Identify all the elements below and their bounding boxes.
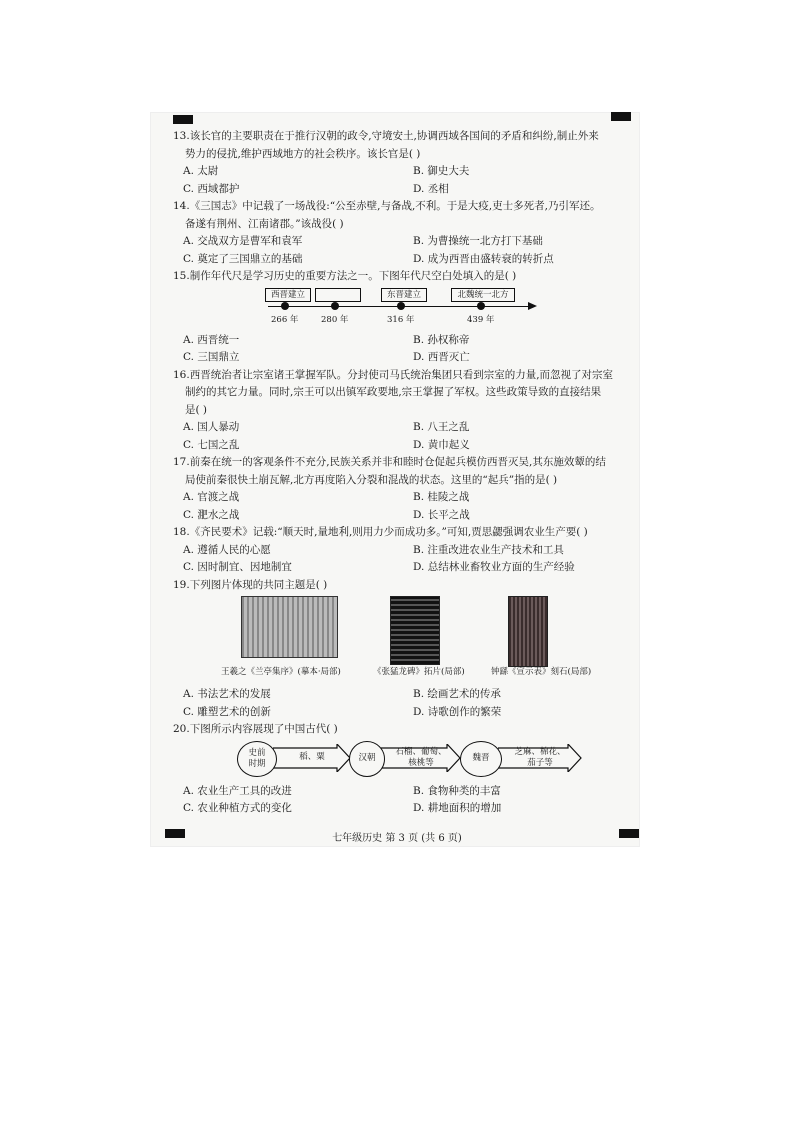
flow-node-weijin: 魏晋: [460, 741, 502, 777]
timeline-dot: [477, 302, 485, 310]
question-stem-cont: 是( ): [185, 403, 208, 416]
option-b: B. 为曹操统一北方打下基础: [413, 235, 543, 247]
question-16: [173, 367, 633, 455]
question-stem: 17.前秦在统一的客观条件不充分,民族关系并非和睦时仓促起兵模仿西晋灭吴,其东施效颦的结: [173, 456, 606, 468]
option-b: B. 注重改进农业生产技术和工具: [413, 543, 564, 556]
question-stem-cont: 势力的侵扰,维护西域地方的社会秩序。该长官是( ): [185, 147, 421, 160]
question-stem: 16.西晋统治者让宗室诸王掌握军队。分封使司马氏统治集团只看到宗室的力量,而忽视了对宗室: [173, 368, 614, 381]
option-c: C. 西域都护: [183, 182, 240, 195]
option-b: B. 孙权称帝: [413, 333, 470, 346]
options: [173, 163, 633, 198]
option-d: D. 诗歌创作的繁荣: [413, 705, 502, 718]
registration-mark-top-right: [611, 112, 631, 121]
question-14: [173, 198, 633, 268]
image-caption: 《张猛龙碑》拓片(局部): [373, 667, 465, 677]
options: [173, 489, 633, 524]
flow-label: 芝麻、棉花、 茄子等: [514, 746, 566, 768]
page-footer: 七年级历史 第 3 页 (共 6 页): [332, 833, 462, 844]
option-a: A. 官渡之战: [183, 491, 240, 503]
question-stem-cont: 制约的其它力量。同时,宗王可以出镇军政要地,宗王掌握了军权。这些政策导致的直接结果: [185, 386, 602, 398]
question-15: [173, 268, 633, 367]
option-c: C. 三国鼎立: [183, 351, 240, 363]
flow-label: 石榴、葡萄、 核桃等: [395, 746, 447, 768]
flow-label: 稻、粟: [299, 752, 325, 762]
option-d: D. 长平之战: [413, 508, 470, 521]
option-d: D. 耕地面积的增加: [413, 802, 502, 814]
question-stem: 15.制作年代尺是学习历史的重要方法之一。下图年代尺空白处填入的是( ): [173, 270, 517, 282]
calligraphy-images: [173, 594, 633, 686]
option-d: D. 西晋灭亡: [413, 351, 470, 363]
options: [173, 332, 633, 367]
question-13: [173, 128, 633, 198]
timeline-blank-box: [315, 288, 361, 302]
option-d: D. 成为西晋由盛转衰的转折点: [413, 252, 554, 265]
option-a: A. 遵循人民的心愿: [183, 543, 271, 556]
question-19: [173, 577, 633, 722]
timeline-year: 266 年: [271, 314, 299, 325]
xuanshibiao-stone-image: [508, 596, 548, 667]
zhangmenglong-rubbing-image: [390, 596, 440, 665]
option-a: A. 西晋统一: [183, 333, 240, 346]
question-stem-cont: 局使前秦很快土崩瓦解,北方再度陷入分裂和混战的状态。这里的“起兵”指的是( ): [185, 473, 558, 486]
question-18: [173, 524, 633, 577]
question-stem: 14.《三国志》中记载了一场战役:“公至赤壁,与备战,不利。于是大疫,吏士多死者,乃引军还。: [173, 200, 601, 212]
flow-node-prehistoric: 史前 时期: [237, 741, 277, 777]
timeline-year: 439 年: [467, 314, 495, 325]
timeline-label-1: 西晋建立: [265, 288, 311, 302]
option-a: A. 太尉: [183, 165, 219, 177]
option-c: C. 七国之乱: [183, 438, 240, 451]
registration-mark-top-left: [173, 115, 193, 124]
options: [173, 783, 633, 818]
question-content: [173, 128, 633, 818]
flow-arrow-1: [273, 744, 351, 772]
option-d: D. 丞相: [413, 182, 449, 195]
option-a: A. 交战双方是曹军和袁军: [183, 235, 303, 247]
timeline-year: 280 年: [321, 314, 349, 325]
option-b: B. 食物种类的丰富: [413, 784, 501, 797]
flow-node-han: 汉朝: [349, 741, 385, 777]
option-a: A. 国人暴动: [183, 421, 240, 433]
options: [173, 542, 633, 577]
option-b: B. 八王之乱: [413, 421, 470, 433]
option-d: D. 黄巾起义: [413, 438, 470, 451]
timeline-dot: [397, 302, 405, 310]
timeline-dot: [331, 302, 339, 310]
question-20: [173, 721, 633, 818]
options: [173, 419, 633, 454]
question-stem: 13.该长官的主要职责在于推行汉朝的政令,守境安土,协调西域各国间的矛盾和纠纷,制止外来: [173, 130, 599, 142]
option-b: B. 桂陵之战: [413, 491, 470, 503]
question-stem: 18.《齐民要术》记载:“顺天时,量地利,则用力少而成功多。”可知,贾思勰强调农业生产要( ): [173, 526, 588, 538]
timeline-label-4: 北魏统一北方: [451, 288, 515, 302]
question-17: [173, 454, 633, 524]
option-a: A. 书法艺术的发展: [183, 688, 271, 700]
option-c: C. 雕塑艺术的创新: [183, 705, 271, 718]
option-c: C. 农业种植方式的变化: [183, 802, 292, 814]
options: [173, 233, 633, 268]
timeline: [173, 288, 633, 330]
option-a: A. 农业生产工具的改进: [183, 784, 292, 797]
option-b: B. 御史大夫: [413, 165, 470, 177]
flow-arrow-2: [381, 744, 461, 772]
option-d: D. 总结林业畜牧业方面的生产经验: [413, 561, 575, 573]
timeline-arrow-icon: [528, 302, 537, 310]
image-caption: 王羲之《兰亭集序》(摹本·局部): [221, 667, 341, 677]
timeline-label-3: 东晋建立: [381, 288, 427, 302]
timeline-dot: [281, 302, 289, 310]
option-c: C. 因时制宜、因地制宜: [183, 561, 292, 573]
options: [173, 686, 633, 721]
option-b: B. 绘画艺术的传承: [413, 688, 501, 700]
option-c: C. 奠定了三国鼎立的基础: [183, 252, 303, 265]
lanting-calligraphy-image: [241, 596, 338, 658]
image-caption: 钟繇《宣示表》刻石(局部): [491, 667, 592, 677]
flow-arrow-3: [498, 744, 582, 772]
question-stem: 19.下列图片体现的共同主题是( ): [173, 578, 328, 591]
option-c: C. 淝水之战: [183, 508, 240, 521]
question-stem: 20.下图所示内容展现了中国古代( ): [173, 723, 338, 735]
timeline-year: 316 年: [387, 314, 415, 325]
question-stem-cont: 备遂有荆州、江南诸郡。”该战役( ): [185, 217, 344, 230]
crop-flow-diagram: [173, 739, 633, 783]
